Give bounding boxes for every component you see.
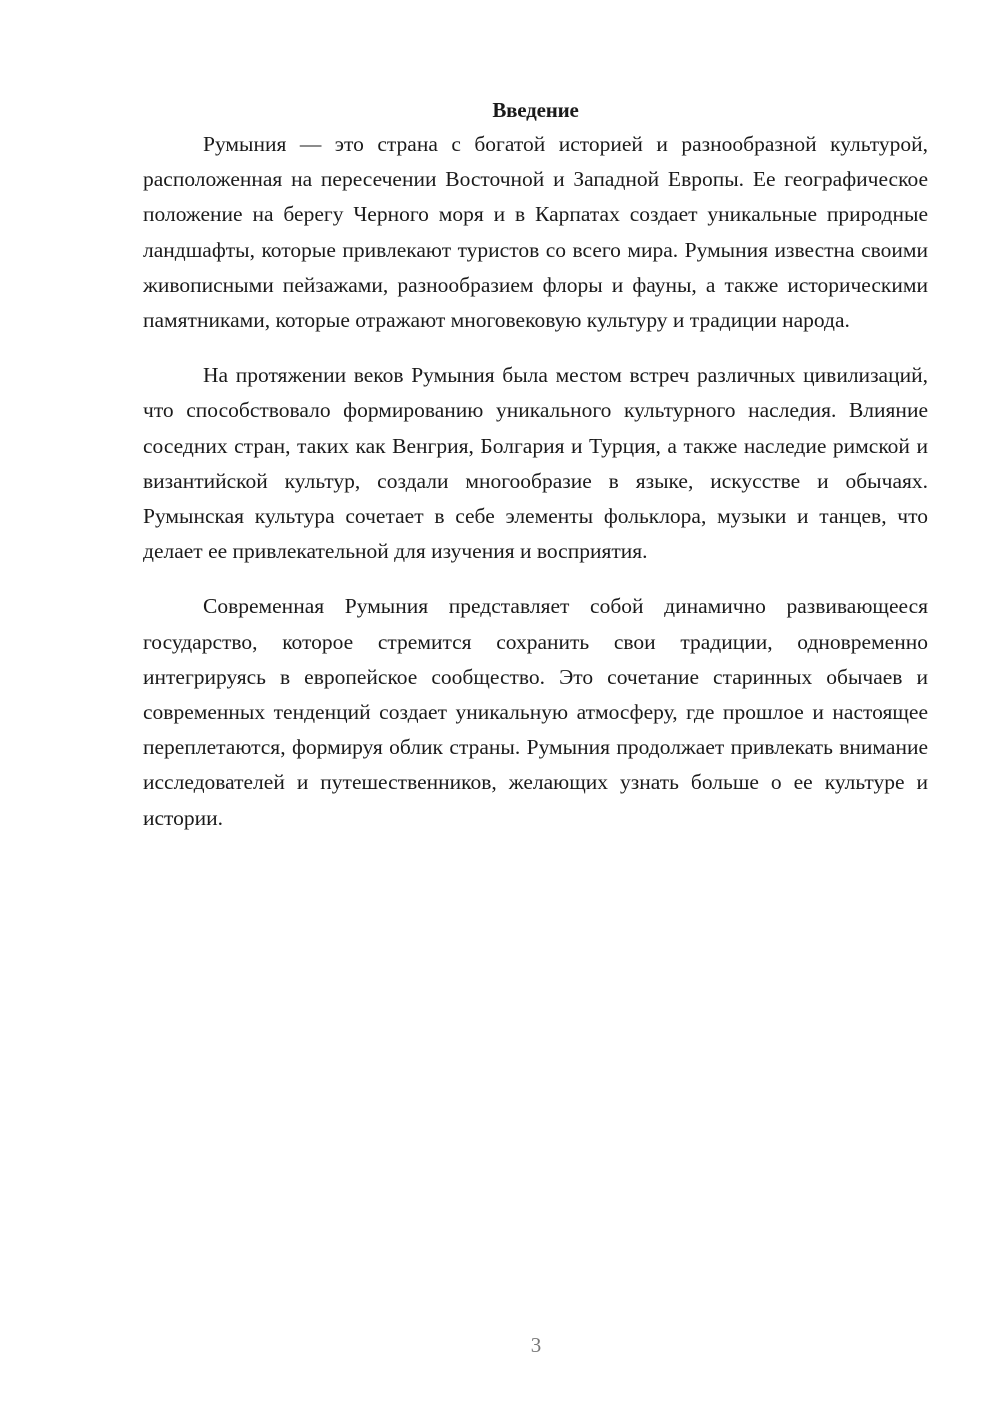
section-title: Введение bbox=[492, 98, 579, 122]
page-number: 3 bbox=[530, 1333, 542, 1357]
paragraph-3: Современная Румыния представляет собой динамично развивающееся государство, которое стремится сохранить свои традиции, одновременно интегрируясь в европейское сообщество. Это сочетание старинных обычаев и современных тенденций создает уникальную атмосферу, где прошлое и настоящее переплетаются, формируя облик страны. Румыния продолжает привлекать внимание исследователей и путешественников, желающих узнать больше о ее культуре и истории. bbox=[143, 594, 928, 830]
document-page bbox=[143, 95, 928, 856]
paragraph-2: На протяжении веков Румыния была местом встреч различных цивилизаций, что способствовало формированию уникального культурного наследия. Влияние соседних стран, таких как Венгрия, Болгария и Турция, а также наследие римской и византийской культур, создали многообразие в языке, искусстве и обычаях. Румынская культура сочетает в себе элементы фольклора, музыки и танцев, что делает ее привлекательной для изучения и восприятия. bbox=[143, 363, 928, 564]
paragraph-1: Румыния — это страна с богатой историей и разнообразной культурой, расположенная на пересечении Восточной и Западной Европы. Ее географическое положение на берегу Черного моря и в Карпатах создает уникальные природные ландшафты, которые привлекают туристов со всего мира. Румыния известна своими живописными пейзажами, разнообразием флоры и фауны, а также историческими памятниками, которые отражают многовековую культуру и традиции народа. bbox=[143, 132, 928, 333]
